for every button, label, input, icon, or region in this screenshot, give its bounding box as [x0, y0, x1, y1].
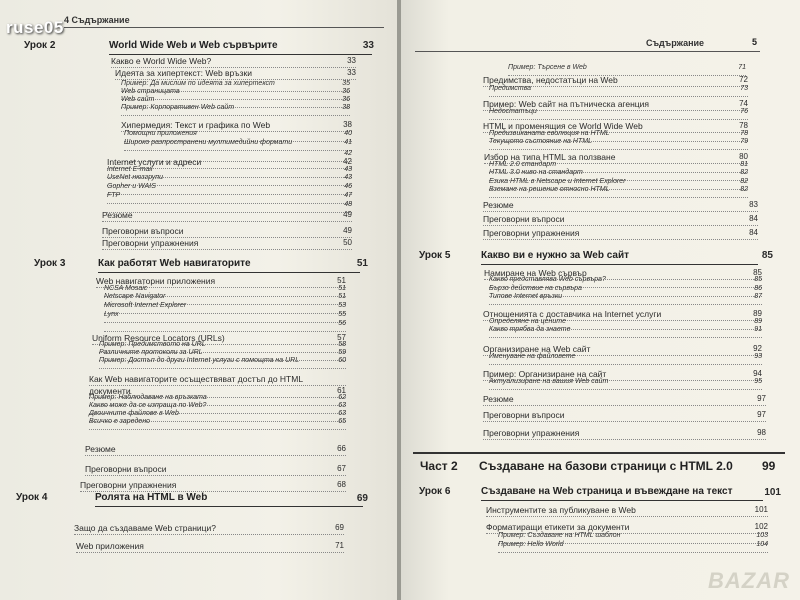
toc-entry[interactable]: Резюме	[483, 200, 514, 210]
toc-page-number: 76	[740, 108, 748, 115]
toc-page-number: 53	[338, 302, 346, 309]
toc-page-number: 36	[342, 88, 350, 95]
toc-leader-line	[74, 534, 344, 535]
toc-page-number: 51	[337, 276, 346, 285]
toc-leader-line	[483, 211, 758, 212]
lesson-page-number: 51	[356, 258, 368, 269]
lesson-title[interactable]: Какво ви е нужно за Web сайт	[481, 250, 630, 261]
toc-subentry[interactable]: Широко разпространени мултимедийни формати	[124, 139, 293, 146]
toc-entry[interactable]: Избор на типа HTML за ползване	[484, 152, 616, 162]
toc-page-number: 36	[342, 96, 350, 103]
toc-page-number: 35	[342, 80, 350, 87]
toc-page-number: 63	[338, 402, 346, 409]
left-header-rule	[64, 27, 384, 28]
toc-leader-line	[104, 322, 346, 323]
toc-entry[interactable]: Резюме	[85, 444, 116, 454]
toc-leader-line	[489, 389, 762, 390]
toc-subentry[interactable]: Различните протоколи за URL	[99, 349, 203, 356]
toc-page-number: 95	[754, 378, 762, 385]
toc-leader-line	[489, 337, 762, 338]
toc-subentry[interactable]: Помощни приложения	[124, 130, 197, 137]
toc-leader-line	[483, 405, 766, 406]
toc-subentry[interactable]: Бързо действие на сървъра	[489, 285, 582, 292]
toc-subentry[interactable]: Internet E-mail	[107, 166, 153, 173]
toc-page-number: 98	[757, 428, 766, 437]
toc-subentry[interactable]: NCSA Mosaic	[104, 285, 148, 292]
toc-page-number: 61	[337, 386, 346, 395]
toc-entry[interactable]: Предимства, недостатъци на Web	[483, 75, 618, 85]
right-header-rule	[415, 51, 760, 52]
toc-entry[interactable]: Преговорни упражнения	[483, 428, 580, 438]
toc-page-number: 67	[337, 464, 346, 473]
toc-entry[interactable]: Форматиращи етикети за документи	[486, 522, 630, 532]
toc-page-number: 57	[337, 333, 346, 342]
lesson-label: Урок 3	[34, 258, 66, 269]
toc-subentry[interactable]: Web сайт	[121, 96, 155, 103]
lesson-title[interactable]: Как работят Web навигаторите	[98, 258, 251, 269]
toc-entry[interactable]: Преговорни въпроси	[483, 214, 565, 224]
toc-page-number: 91	[754, 326, 762, 333]
toc-page-number: 74	[739, 99, 748, 108]
toc-subentry[interactable]: Недостатъци	[489, 108, 537, 115]
toc-page-number: 89	[753, 309, 762, 318]
toc-page-number: 72	[739, 75, 748, 84]
toc-leader-line	[85, 455, 346, 456]
part-title: Създаване на базови страници с HTML 2.0	[479, 459, 733, 473]
toc-subentry[interactable]: HTML 3.0 ниво на стандарт	[489, 169, 583, 176]
toc-subentry[interactable]: Microsoft Internet Explorer	[104, 302, 187, 309]
toc-leader-line	[483, 225, 758, 226]
toc-entry[interactable]: Отношенията с доставчика на Internet услуги	[483, 309, 662, 319]
toc-subentry[interactable]: Пример: Корпоративен Web сайт	[121, 104, 235, 111]
toc-page-number: 49	[343, 210, 352, 219]
toc-page-number: 50	[343, 238, 352, 247]
toc-entry[interactable]: Преговорни упражнения	[102, 238, 199, 248]
toc-subentry[interactable]: Какво може да се изпраща по Web?	[89, 402, 207, 409]
watermark-text: ruse05	[6, 18, 64, 37]
toc-entry[interactable]: HTML и променящия се World Wide Web	[483, 121, 643, 131]
toc-page-number: 102	[754, 522, 768, 531]
part-label: Част 2	[420, 459, 458, 473]
toc-page-number: 84	[749, 228, 758, 237]
toc-entry[interactable]: Web приложения	[76, 541, 144, 551]
toc-entry[interactable]: Защо да създаваме Web страници?	[74, 523, 217, 533]
right-page-number: 5	[752, 37, 758, 47]
toc-page-number: 69	[335, 523, 344, 532]
lesson-label: Урок 4	[16, 492, 48, 503]
toc-leader-line	[107, 212, 352, 213]
toc-page-number: 66	[337, 444, 346, 453]
toc-entry[interactable]: Преговорни упражнения	[483, 228, 580, 238]
toc-leader-line	[483, 439, 766, 440]
toc-subentry[interactable]: Lynx	[104, 311, 119, 318]
toc-page-number: 73	[740, 85, 748, 92]
toc-subentry[interactable]: HTML 2.0 стандарт	[489, 161, 557, 168]
toc-leader-line	[489, 149, 748, 150]
toc-page-number: 60	[338, 357, 346, 364]
toc-subentry[interactable]: Web страницата	[121, 88, 180, 95]
toc-page-number: 79	[740, 138, 748, 145]
toc-page-number: 47	[344, 192, 352, 199]
toc-leader-line	[107, 194, 352, 195]
toc-leader-line	[102, 221, 352, 222]
toc-leader-line	[498, 552, 768, 553]
lesson-title-rule	[98, 272, 360, 273]
toc-page-number: 78	[740, 130, 748, 137]
toc-leader-line	[99, 368, 346, 369]
toc-page-number: 84	[749, 214, 758, 223]
lesson-title[interactable]: Ролята на HTML в Web	[95, 492, 208, 503]
toc-page-number: 42	[344, 150, 352, 157]
toc-leader-line	[107, 203, 352, 204]
toc-subentry[interactable]: Gopher и WAIS	[107, 183, 156, 190]
toc-leader-line	[76, 552, 344, 553]
toc-entry[interactable]: Преговорни упражнения	[80, 480, 177, 490]
toc-page-number: 78	[739, 121, 748, 130]
toc-subentry[interactable]: FTP	[107, 192, 121, 199]
toc-page-number: 62	[338, 394, 346, 401]
toc-page-number: 82	[740, 178, 748, 185]
toc-leader-line	[121, 99, 350, 100]
toc-subentry[interactable]: Пример: Hello World	[498, 541, 564, 548]
toc-page-number: 46	[344, 183, 352, 190]
toc-page-number: 33	[347, 56, 356, 65]
toc-subentry[interactable]: Пример: Достъп до други Internet услуги с помощта на URL	[99, 357, 300, 364]
toc-page-number: 94	[753, 369, 762, 378]
toc-leader-line	[104, 313, 346, 314]
toc-page-number: 59	[338, 349, 346, 356]
toc-page-number: 101	[754, 505, 768, 514]
toc-subentry[interactable]: Именуване на файловете	[489, 353, 576, 360]
toc-subentry[interactable]: Всичко е заредено	[89, 418, 150, 425]
lesson-page-number: 33	[362, 40, 374, 51]
toc-page-number: 65	[338, 418, 346, 425]
toc-entry[interactable]: Инструментите за публикуване в Web	[486, 505, 636, 515]
toc-entry[interactable]: Internet услуги и адреси	[107, 157, 202, 167]
toc-page-number: 92	[753, 344, 762, 353]
lesson-page-number: 101	[764, 487, 781, 498]
toc-entry[interactable]: Резюме	[483, 394, 514, 404]
toc-page-number: 58	[338, 341, 346, 348]
lesson-title-rule	[481, 500, 763, 501]
toc-page-number: 71	[335, 541, 344, 550]
toc-page-number: 51	[338, 293, 346, 300]
toc-leader-line	[489, 304, 762, 305]
toc-subentry[interactable]: Netscape Navigator	[104, 293, 166, 300]
part-divider	[413, 452, 785, 454]
toc-subentry[interactable]: Пример: Създаване на HTML шаблон	[498, 532, 621, 539]
toc-page-number: 103	[756, 532, 768, 539]
toc-leader-line	[486, 516, 768, 517]
left-header-text: 4 Съдържание	[64, 15, 130, 25]
toc-page-number: 87	[754, 293, 762, 300]
toc-subentry[interactable]: Предизвиканата еволюция на HTML	[489, 130, 610, 137]
toc-page-number: 85	[753, 268, 762, 277]
toc-page-number: 43	[344, 166, 352, 173]
toc-page-number: 38	[342, 104, 350, 111]
lesson-title[interactable]: World Wide Web и Web сървърите	[109, 40, 278, 51]
toc-leader-line	[483, 239, 758, 240]
toc-subentry[interactable]: Актуализиране на вашия Web сайт	[489, 378, 609, 385]
toc-entry[interactable]: Намиране на Web сървър	[484, 268, 587, 278]
lesson-title-rule	[481, 264, 758, 265]
left-running-head	[64, 15, 130, 25]
toc-leader-line	[85, 475, 346, 476]
toc-entry[interactable]: Web навигаторни приложения	[96, 276, 216, 286]
toc-page-number: 49	[343, 226, 352, 235]
right-running-head	[646, 38, 704, 48]
toc-subentry[interactable]: Вземане на решение относно HTML	[489, 186, 610, 193]
lesson-title-rule	[109, 54, 372, 55]
corner-logo: BAZAR	[708, 568, 790, 593]
part-page-number: 99	[762, 459, 776, 473]
toc-leader-line	[80, 491, 346, 492]
toc-subentry[interactable]: Пример: Наблюдаване на връзката	[89, 394, 207, 401]
toc-entry[interactable]: Пример: Организиране на сайт	[483, 369, 607, 379]
toc-entry[interactable]: Резюме	[102, 210, 133, 220]
toc-page-number: 33	[347, 68, 356, 77]
lesson-page-number: 85	[761, 250, 773, 261]
lesson-page-number: 69	[356, 493, 368, 504]
toc-subentry[interactable]: UseNet нюзгрупи	[107, 174, 164, 181]
toc-page-number: 85	[754, 276, 762, 283]
toc-page-number: 40	[344, 130, 352, 137]
lesson-label: Урок 2	[24, 40, 56, 51]
toc-page-number: 81	[740, 161, 748, 168]
toc-page-number: 63	[338, 410, 346, 417]
toc-page-number: 55	[338, 311, 346, 318]
toc-leader-line	[124, 150, 352, 151]
toc-page-number: 68	[337, 480, 346, 489]
toc-leader-line	[489, 197, 748, 198]
toc-page-number: 86	[754, 285, 762, 292]
toc-subentry[interactable]: Предимства	[489, 85, 531, 92]
toc-page-number: 43	[344, 174, 352, 181]
toc-page-number: 82	[740, 186, 748, 193]
toc-page-number: 38	[343, 120, 352, 129]
toc-page-number: 97	[757, 410, 766, 419]
toc-page-number: 83	[749, 200, 758, 209]
toc-page-number: 97	[757, 394, 766, 403]
toc-page-number: 51	[338, 285, 346, 292]
toc-entry[interactable]: Преговорни въпроси	[483, 410, 565, 420]
toc-subentry[interactable]: Какво трябва да знаете	[489, 326, 571, 333]
toc-entry[interactable]: Как Web навигаторите осъществяват достъп до HTML	[89, 374, 304, 384]
toc-page-number: 82	[740, 169, 748, 176]
toc-leader-line	[121, 115, 350, 116]
toc-page-number: 56	[338, 320, 346, 327]
toc-entry[interactable]: Пример: Web сайт на пътническа агенция	[483, 99, 649, 109]
toc-subentry[interactable]: Езика HTML в Netscape и Internet Explorer	[489, 178, 626, 185]
toc-page-number: 71	[738, 64, 746, 71]
toc-subentry[interactable]: Текущото състояние на HTML	[489, 138, 592, 145]
toc-subentry[interactable]: Какво представлява Web сървъра?	[489, 276, 606, 283]
toc-subentry[interactable]: Пример: Предимството на URL	[99, 341, 206, 348]
toc-page-number: 42	[343, 157, 352, 166]
toc-entry[interactable]: Преговорни въпроси	[102, 226, 184, 236]
toc-leader-line	[483, 421, 766, 422]
toc-entry[interactable]: Идеята за хипертекст: Web връзки	[115, 68, 252, 78]
toc-leader-line	[104, 331, 346, 332]
toc-entry[interactable]: Хипермедия: Текст и графика по Web	[121, 120, 271, 130]
lesson-label: Урок 5	[419, 250, 451, 261]
toc-leader-line	[89, 429, 346, 430]
right-header-text: Съдържание	[646, 38, 705, 48]
toc-page-number: 93	[754, 353, 762, 360]
toc-entry[interactable]: документи	[89, 386, 131, 396]
toc-leader-line	[489, 119, 748, 120]
toc-subentry[interactable]: Типове Internet връзки	[489, 293, 563, 300]
toc-subentry[interactable]: Пример: Да мислим по идеята за хипертекст	[121, 80, 275, 87]
toc-entry[interactable]: Преговорни въпроси	[85, 464, 167, 474]
toc-entry[interactable]: Какво е World Wide Web?	[111, 56, 212, 66]
toc-page-number: 104	[756, 541, 768, 548]
toc-subentry[interactable]: Пример: Търсене в Web	[508, 64, 587, 71]
toc-subentry[interactable]: Определяне на цените	[489, 318, 566, 325]
toc-subentry[interactable]: Двоичните файлове в Web	[89, 410, 179, 417]
toc-leader-line	[489, 96, 748, 97]
toc-page-number: 80	[739, 152, 748, 161]
toc-entry[interactable]: Организиране на Web сайт	[483, 344, 591, 354]
lesson-label: Урок 6	[419, 486, 451, 497]
toc-page-number: 41	[344, 139, 352, 146]
toc-page-number: 48	[344, 201, 352, 208]
toc-entry[interactable]: Uniform Resource Locators (URLs)	[92, 333, 225, 343]
toc-leader-line	[489, 364, 762, 365]
toc-leader-line	[102, 249, 352, 250]
lesson-title-rule	[95, 506, 363, 507]
toc-page-number: 89	[754, 318, 762, 325]
lesson-title[interactable]: Създаване на Web страница и въвеждане на текст	[481, 486, 733, 497]
